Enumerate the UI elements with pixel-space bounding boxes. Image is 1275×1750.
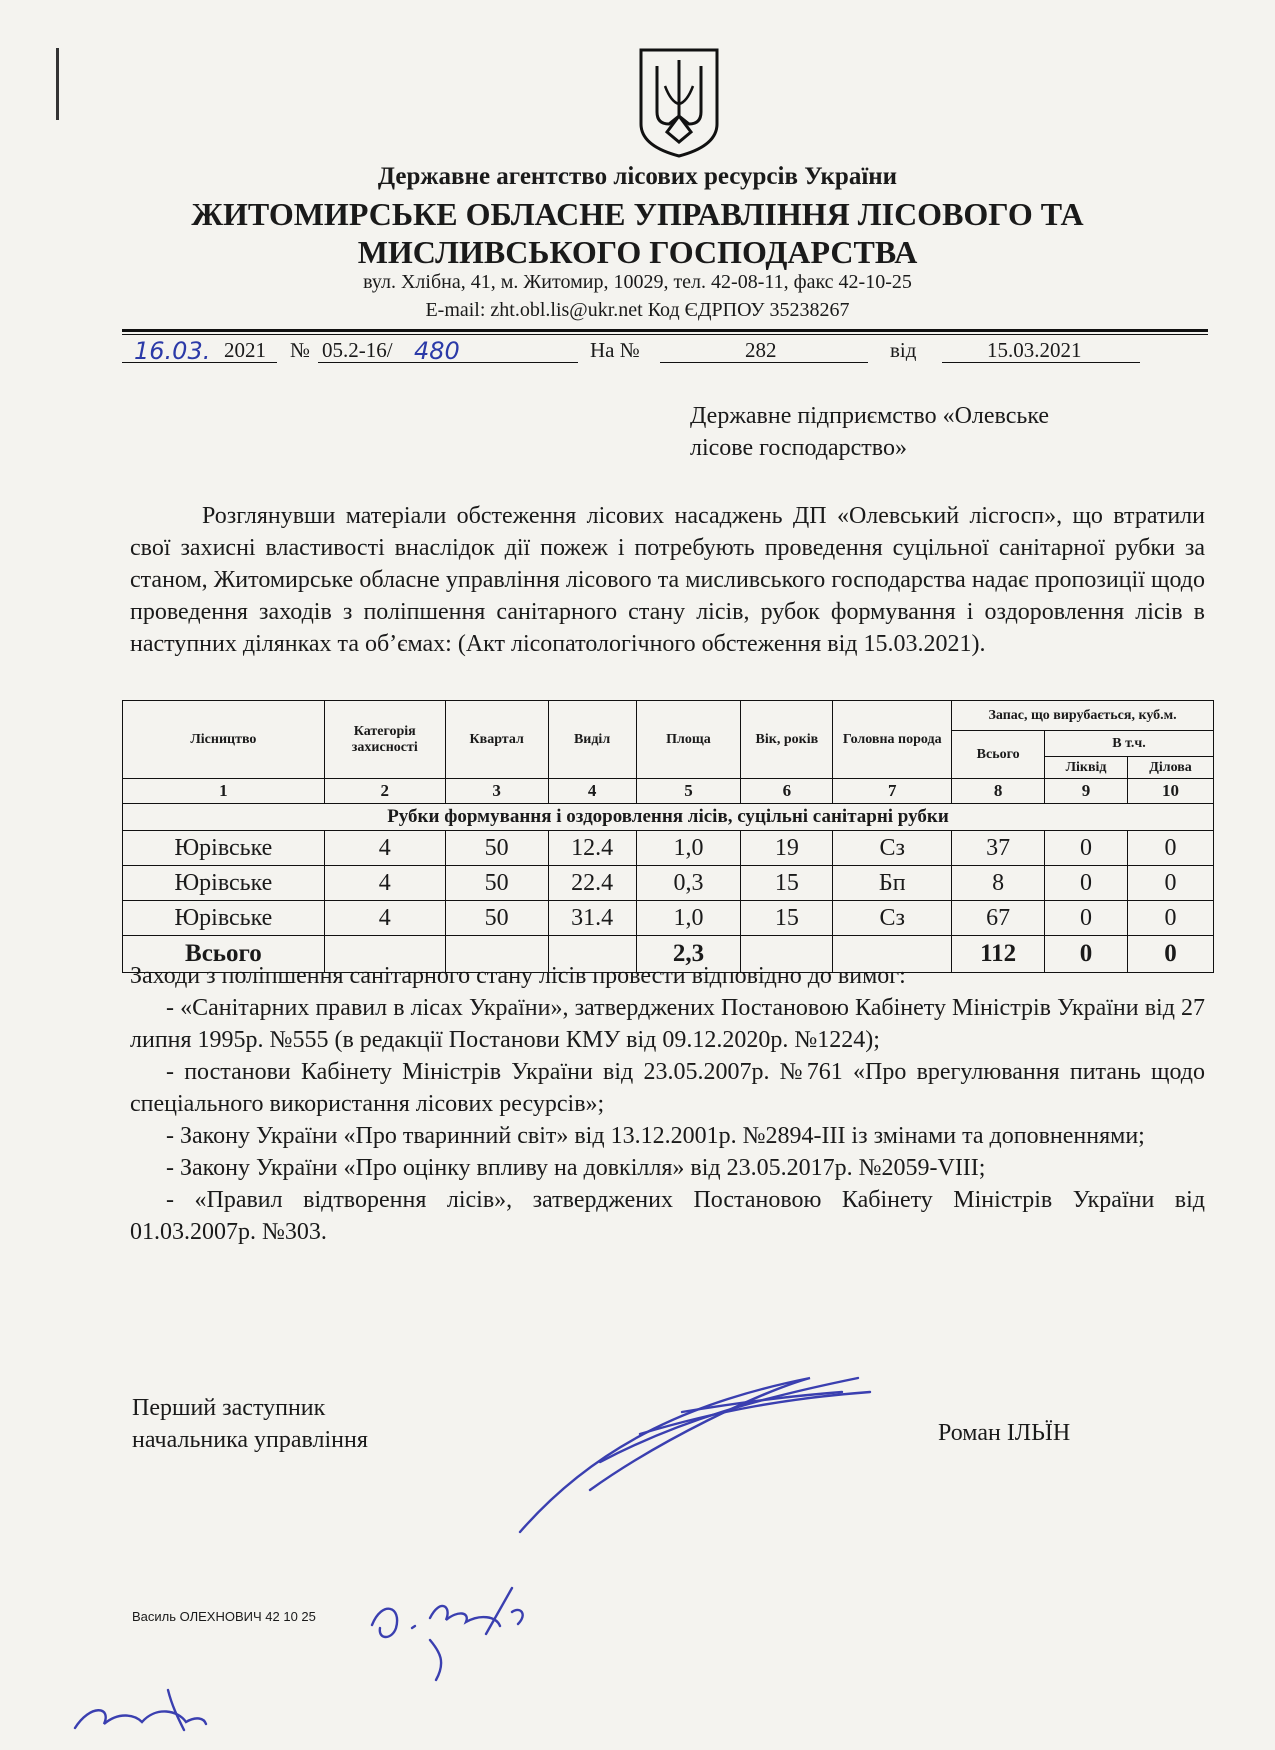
cell-forestry: Юрівське [123, 866, 325, 901]
signatory-name: Роман ІЛЬЇН [938, 1420, 1071, 1446]
section-title: Рубки формування і оздоровлення лісів, суцільні санітарні рубки [123, 804, 1214, 831]
col-number: 1 [123, 779, 325, 804]
requirement-item: - Закону України «Про оцінку впливу на довкілля» від 23.05.2017р. №2059-VIII; [166, 1155, 986, 1181]
col-category: Категорія захисності [324, 701, 445, 779]
signatory-title-line2: начальника управління [132, 1427, 368, 1453]
col-age: Вік, років [741, 701, 833, 779]
cell-area: 1,0 [636, 901, 741, 936]
cell-area: 1,0 [636, 831, 741, 866]
recipient-line2: лісове господарство» [690, 435, 907, 461]
org-address: вул. Хлібна, 41, м. Житомир, 10029, тел. 42-08-11, факс 42-10-25 [363, 271, 912, 293]
col-stock-incl: В т.ч. [1045, 731, 1214, 757]
signatory-title-line1: Перший заступник [132, 1395, 326, 1421]
cell-species: Сз [833, 901, 952, 936]
cell-allotment: 31.4 [548, 901, 636, 936]
org-name-line1: ЖИТОМИРСЬКЕ ОБЛАСНЕ УПРАВЛІННЯ ЛІСОВОГО ТА [191, 196, 1084, 232]
col-number: 10 [1128, 779, 1214, 804]
col-liquid: Ліквід [1045, 757, 1128, 779]
total-stock: 112 [952, 936, 1045, 973]
cell-stock-total: 67 [952, 901, 1045, 936]
number-label: № [290, 338, 311, 362]
cell-species: Бп [833, 866, 952, 901]
from-label: від [890, 338, 917, 362]
cell-quarter: 50 [445, 831, 548, 866]
col-number: 2 [324, 779, 445, 804]
org-contacts: E-mail: zht.obl.lis@ukr.net Код ЄДРПОУ 35238267 [425, 299, 850, 321]
cell-forestry: Юрівське [123, 901, 325, 936]
col-number: 4 [548, 779, 636, 804]
cell-area: 0,3 [636, 866, 741, 901]
cell-category: 4 [324, 831, 445, 866]
cell-species: Сз [833, 831, 952, 866]
cell-age: 15 [741, 901, 833, 936]
cell-business: 0 [1128, 831, 1214, 866]
requirement-item: - Закону України «Про тваринний світ» від 13.12.2001р. №2894-ІІІ із змінами та доповненнями; [166, 1123, 1145, 1149]
cell-category: 4 [324, 866, 445, 901]
outgoing-number-prefix: 05.2-16/ [322, 338, 393, 362]
main-signature-stroke [600, 1378, 858, 1462]
cell-stock-total: 8 [952, 866, 1045, 901]
initials-stroke [430, 1640, 441, 1680]
outgoing-number-handwritten: 480 [414, 337, 460, 365]
requirement-item: - «Санітарних правил в лісах України», затверджених Постановою Кабінету Міністрів України від 27 липня 1995р. №555 (в редакції Постанови КМУ від 09.12.2020р. №1224); [130, 995, 1205, 1053]
cell-quarter: 50 [445, 866, 548, 901]
initials-stroke [372, 1609, 397, 1637]
col-stock: Запас, що вирубається, куб.м. [952, 701, 1214, 731]
col-number: 8 [952, 779, 1045, 804]
in-reply-label: На № [590, 338, 640, 362]
cell-business: 0 [1128, 866, 1214, 901]
executor-info: Василь ОЛЕХНОВИЧ 42 10 25 [132, 1609, 316, 1624]
cell-liquid: 0 [1045, 831, 1128, 866]
cell-liquid: 0 [1045, 866, 1128, 901]
main-signature-stroke [520, 1378, 810, 1532]
col-business: Ділова [1128, 757, 1214, 779]
recipient-line1: Державне підприємство «Олевське [690, 403, 1050, 429]
requirement-item: - постанови Кабінету Міністрів України від 23.05.2007р. №761 «Про врегулювання питань щодо спеціального використання лісових ресурсів»; [130, 1059, 1205, 1117]
col-allotment: Виділ [548, 701, 636, 779]
initials-stroke [412, 1626, 415, 1628]
col-number: 6 [741, 779, 833, 804]
col-number: 7 [833, 779, 952, 804]
corner-scribble-stroke [168, 1690, 184, 1730]
initials-stroke [486, 1588, 523, 1634]
total-label: Всього [123, 936, 325, 973]
initials-stroke [430, 1606, 500, 1626]
requirements-intro: Заходи з поліпшення санітарного стану лісів провести відповідно до вимог: [130, 963, 906, 989]
col-stock-total: Всього [952, 731, 1045, 779]
col-quarter: Квартал [445, 701, 548, 779]
col-number: 9 [1045, 779, 1128, 804]
outgoing-date-handwritten: 16.03. [134, 337, 211, 365]
cell-allotment: 22.4 [548, 866, 636, 901]
col-forestry: Лісництво [123, 701, 325, 779]
cell-stock-total: 37 [952, 831, 1045, 866]
cell-age: 19 [741, 831, 833, 866]
corner-scribble-stroke [75, 1710, 206, 1728]
body-paragraph: Розглянувши матеріали обстеження лісових насаджень ДП «Олевський лісгосп», що втратили свої захисні властивості внаслідок дії пожеж і потребують проведення суцільної санітарної рубки за станом, Житомирське обласне управління лісового та мисливського господарства надає пропозиції щодо проведення заходів з поліпшення санітарного стану лісів, рубок формування і оздоровлення лісів в наступних ділянках та об’ємах: (Акт лісопатологічного обстеження від 15.03.2021). [130, 503, 1205, 657]
in-reply-number: 282 [745, 338, 777, 362]
cell-age: 15 [741, 866, 833, 901]
cell-liquid: 0 [1045, 901, 1128, 936]
col-area: Площа [636, 701, 741, 779]
total-business: 0 [1128, 936, 1214, 973]
col-number: 3 [445, 779, 548, 804]
cell-allotment: 12.4 [548, 831, 636, 866]
total-area: 2,3 [636, 936, 741, 973]
col-number: 5 [636, 779, 741, 804]
cell-business: 0 [1128, 901, 1214, 936]
requirement-item: - «Правил відтворення лісів», затверджених Постановою Кабінету Міністрів України від 01.03.2007р. №303. [130, 1187, 1205, 1245]
in-reply-date: 15.03.2021 [987, 338, 1082, 362]
outgoing-year: 2021 [224, 338, 266, 362]
total-liquid: 0 [1045, 936, 1128, 973]
agency-name: Державне агентство лісових ресурсів України [377, 163, 898, 190]
cell-quarter: 50 [445, 901, 548, 936]
cell-forestry: Юрівське [123, 831, 325, 866]
cell-category: 4 [324, 901, 445, 936]
col-species: Головна порода [833, 701, 952, 779]
org-name-line2: МИСЛИВСЬКОГО ГОСПОДАРСТВА [357, 234, 918, 270]
